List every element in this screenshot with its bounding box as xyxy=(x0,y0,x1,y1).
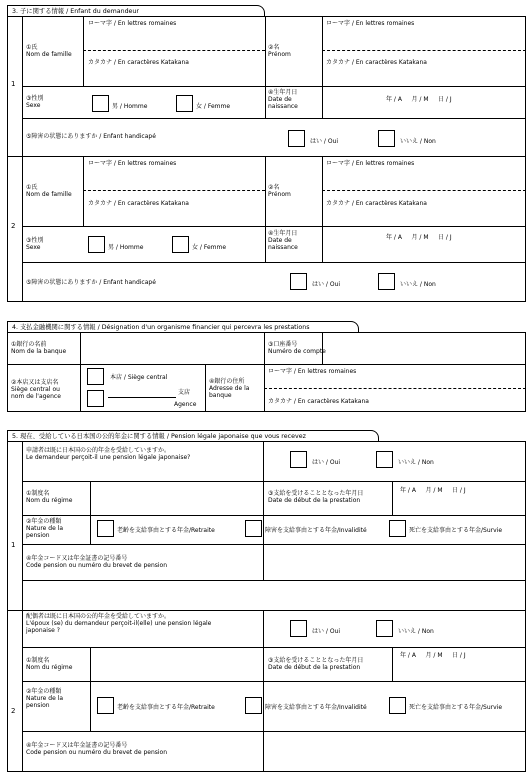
branch-label: ②本店又は支店名 Siège central ou nom de l'agence xyxy=(11,379,61,401)
address-romaji-label: ローマ字 / En lettres romaines xyxy=(268,368,357,375)
bank-name-label: ①銀行の名前 Nom de la banque xyxy=(11,341,67,356)
no-checkbox[interactable] xyxy=(376,451,393,468)
retirement-checkbox[interactable] xyxy=(97,520,114,537)
romaji-label: ローマ字 / En lettres romaines xyxy=(88,20,177,27)
yes-checkbox[interactable] xyxy=(290,273,307,290)
sex-label: ③性別 Sexe xyxy=(26,95,44,110)
yes-label: はい / Oui xyxy=(310,138,339,145)
retirement-label: 老齢を支給事由とする年金/Retraite xyxy=(117,704,215,711)
start-date-format: 年 / A 月 / M 日 / J xyxy=(400,487,466,494)
survivor-label: 死亡を支給事由とする年金/Survie xyxy=(409,527,503,534)
account-number-label: ③口座番号 Numéro de compte xyxy=(268,341,326,356)
start-date-label: ③支給を受けることとなった年月日 Date de début de la prestation xyxy=(268,657,364,672)
child-number: 1 xyxy=(11,80,16,88)
survivor-checkbox[interactable] xyxy=(389,697,406,714)
section3-table xyxy=(7,16,526,302)
start-date-label: ③支給を受けることとなった年月日 Date de début de la prestation xyxy=(268,490,364,505)
survivor-label: 死亡を支給事由とする年金/Survie xyxy=(409,704,503,711)
child-number: 2 xyxy=(11,222,16,230)
invalidity-checkbox[interactable] xyxy=(245,697,262,714)
yes-checkbox[interactable] xyxy=(290,451,307,468)
head-office-label: 本店 / Siège central xyxy=(110,374,168,381)
katakana-label-2: カタカナ / En caractères Katakana xyxy=(326,200,427,207)
romaji-label-2: ローマ字 / En lettres romaines xyxy=(326,20,415,27)
receiving-question: 申請者は既に日本国の公的年金を受給していますか。 Le demandeur perçoit-il une pension légale japonaise? xyxy=(26,447,191,462)
no-label: いいえ / Non xyxy=(400,281,436,288)
female-label: 女 / Femme xyxy=(192,244,227,251)
yes-checkbox[interactable] xyxy=(288,130,305,147)
address-katakana-label: カタカナ / En caractères Katakana xyxy=(268,398,369,405)
birth-date-format: 年 / A 月 / M 日 / J xyxy=(386,234,452,241)
yes-checkbox[interactable] xyxy=(290,620,307,637)
disabled-label: ⑤障害の状態にありますか / Enfant handicapé xyxy=(26,279,156,286)
no-label: いいえ / Non xyxy=(398,459,434,466)
section4-title: 4. 支払金融機関に関する情報 / Désignation d'un organisme financier qui percevra les prestations xyxy=(7,321,359,332)
katakana-label-2: カタカナ / En caractères Katakana xyxy=(326,59,427,66)
given-name-label: ②名 Prénom xyxy=(268,184,291,199)
birth-date-label: ④生年月日 Date de naissance xyxy=(268,230,298,252)
branch-suffix: 支店 xyxy=(178,389,191,396)
retirement-checkbox[interactable] xyxy=(97,697,114,714)
pension-type-label: ②年金の種類 Nature de la pension xyxy=(26,688,64,710)
regime-name-label: ①制度名 Nom du régime xyxy=(26,490,73,505)
romaji-label: ローマ字 / En lettres romaines xyxy=(88,160,177,167)
birth-date-format: 年 / A 月 / M 日 / J xyxy=(386,96,452,103)
branch-name-line[interactable] xyxy=(108,397,176,398)
no-checkbox[interactable] xyxy=(378,273,395,290)
head-office-checkbox[interactable] xyxy=(87,368,104,385)
start-date-format: 年 / A 月 / M 日 / J xyxy=(400,652,466,659)
section4-table xyxy=(7,332,526,412)
yes-label: はい / Oui xyxy=(312,459,341,466)
no-label: いいえ / Non xyxy=(398,628,434,635)
bank-address-label: ④銀行の住所 Adresse de la banque xyxy=(209,378,250,400)
regime-name-label: ①制度名 Nom du régime xyxy=(26,657,73,672)
female-checkbox[interactable] xyxy=(176,95,193,112)
male-label: 男 / Homme xyxy=(108,244,144,251)
pension-code-label: ④年金コード又は年金証書の記号番号 Code pension ou numéro du brevet de pension xyxy=(26,742,168,757)
branch-checkbox[interactable] xyxy=(87,390,104,407)
family-name-label: ①氏 Nom de famille xyxy=(26,44,72,59)
section3-title: 3. 子に関する情報 / Enfant du demandeur xyxy=(7,5,265,16)
pension-type-label: ②年金の種類 Nature de la pension xyxy=(26,518,64,540)
female-label: 女 / Femme xyxy=(196,103,231,110)
no-label: いいえ / Non xyxy=(400,138,436,145)
yes-label: はい / Oui xyxy=(312,281,341,288)
family-name-label: ①氏 Nom de famille xyxy=(26,184,72,199)
sex-label: ③性別 Sexe xyxy=(26,237,44,252)
disabled-label: ⑤障害の状態にありますか / Enfant handicapé xyxy=(26,133,156,140)
katakana-label: カタカナ / En caractères Katakana xyxy=(88,200,189,207)
no-checkbox[interactable] xyxy=(378,130,395,147)
retirement-label: 老齢を支給事由とする年金/Retraite xyxy=(117,527,215,534)
invalidity-label: 障害を支給事由とする年金/Invalidité xyxy=(265,527,367,534)
receiving-question: 配偶者は既に日本国の公的年金を受給していますか。 L'époux (se) du demandeur perçoit-il(elle) une pension légale japonaise ? xyxy=(26,613,212,635)
survivor-checkbox[interactable] xyxy=(389,520,406,537)
katakana-label: カタカナ / En caractères Katakana xyxy=(88,59,189,66)
section5-title: 5. 現在、受給している日本国の公的年金に関する情報 / Pension légale japonaise que vous recevez xyxy=(7,430,379,441)
yes-label: はい / Oui xyxy=(312,628,341,635)
romaji-label-2: ローマ字 / En lettres romaines xyxy=(326,160,415,167)
invalidity-label: 障害を支給事由とする年金/Invalidité xyxy=(265,704,367,711)
birth-date-label: ④生年月日 Date de naissance xyxy=(268,89,298,111)
invalidity-checkbox[interactable] xyxy=(245,520,262,537)
pension-code-label: ④年金コード又は年金証書の記号番号 Code pension ou numéro du brevet de pension xyxy=(26,555,168,570)
male-checkbox[interactable] xyxy=(88,236,105,253)
block-number: 1 xyxy=(11,541,16,549)
agence-label: Agence xyxy=(174,401,197,408)
no-checkbox[interactable] xyxy=(376,620,393,637)
female-checkbox[interactable] xyxy=(172,236,189,253)
given-name-label: ②名 Prénom xyxy=(268,44,291,59)
male-checkbox[interactable] xyxy=(92,95,109,112)
block-number: 2 xyxy=(11,707,16,715)
male-label: 男 / Homme xyxy=(112,103,148,110)
